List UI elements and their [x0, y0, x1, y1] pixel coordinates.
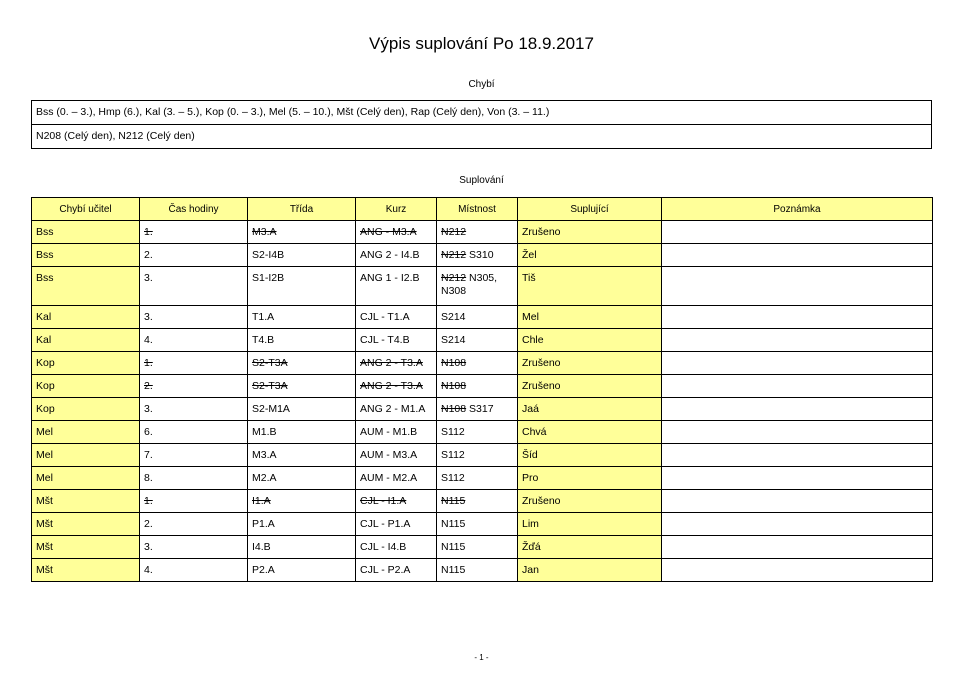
cell-course-text: AUM - M1.B: [360, 426, 418, 438]
cell-course-text: ANG - M3.A: [360, 226, 417, 238]
cell-substitute-text: Šíd: [522, 449, 538, 461]
cell-room: [437, 306, 518, 329]
cell-room-new: S214: [441, 334, 466, 346]
cell-course: [356, 375, 437, 398]
cell-hour: [140, 536, 248, 559]
cell-substitute: [518, 329, 662, 352]
cell-course-text: CJL - P1.A: [360, 518, 411, 530]
cell-room-new: S310: [469, 249, 494, 261]
cell-room-new: N305, N308: [441, 272, 498, 297]
cell-hour-text: 4.: [144, 564, 153, 576]
cell-substitute-text: Jaá: [522, 403, 539, 415]
cell-substitute-text: Mel: [522, 311, 539, 323]
cell-room-new: N115: [441, 541, 466, 553]
cell-teacher-text: Kop: [36, 403, 55, 415]
cell-room-old: N212: [441, 272, 467, 284]
cell-class-text: S2-M1A: [252, 403, 290, 415]
cell-teacher: [32, 267, 140, 306]
cell-class-text: P2.A: [252, 564, 275, 576]
cell-room-new: S112: [441, 472, 465, 484]
cell-course: [356, 490, 437, 513]
cell-room: [437, 329, 518, 352]
cell-hour: [140, 352, 248, 375]
cell-hour-text: 1.: [144, 495, 153, 507]
cell-hour-text: 6.: [144, 426, 153, 438]
cell-teacher: [32, 306, 140, 329]
cell-teacher-text: Mel: [36, 449, 53, 461]
cell-class-text: S2-T3A: [252, 380, 288, 392]
table-row: [32, 559, 933, 582]
cell-course: [356, 306, 437, 329]
cell-class: [248, 559, 356, 582]
cell-hour: [140, 490, 248, 513]
col-header-room: Místnost: [437, 198, 518, 221]
col-header-hour: Čas hodiny: [140, 198, 248, 221]
cell-course-text: ANG 2 - M1.A: [360, 403, 426, 415]
cell-hour: [140, 467, 248, 490]
cell-room: [437, 375, 518, 398]
cell-course: [356, 221, 437, 244]
cell-substitute: [518, 375, 662, 398]
cell-course: [356, 559, 437, 582]
cell-substitute: [518, 244, 662, 267]
cell-room-new: S317: [469, 403, 494, 415]
cell-class: [248, 352, 356, 375]
cell-teacher-text: Kop: [36, 380, 55, 392]
cell-class: [248, 421, 356, 444]
cell-room: [437, 352, 518, 375]
cell-class-text: M2.A: [252, 472, 277, 484]
table-row: [32, 306, 933, 329]
table-header-row: [32, 198, 933, 221]
cell-note: [662, 536, 933, 559]
cell-class: [248, 513, 356, 536]
cell-room: [437, 467, 518, 490]
table-row: [32, 536, 933, 559]
cell-course: [356, 267, 437, 306]
cell-room-old: N212: [441, 249, 467, 261]
cell-room-old: N108: [441, 403, 467, 415]
col-header-substitute: Suplující: [518, 198, 662, 221]
cell-room-old: N108: [441, 357, 467, 369]
cell-class: [248, 306, 356, 329]
cell-substitute: [518, 444, 662, 467]
cell-substitute: [518, 352, 662, 375]
cell-room-old: N115: [441, 495, 466, 507]
cell-course-text: ANG 2 - I4.B: [360, 249, 420, 261]
table-row: [32, 267, 933, 306]
cell-teacher-text: Mel: [36, 472, 53, 484]
cell-substitute-text: Žel: [522, 249, 537, 261]
cell-room: [437, 536, 518, 559]
cell-note: [662, 444, 933, 467]
cell-class: [248, 244, 356, 267]
cell-teacher: [32, 513, 140, 536]
cell-class-text: I4.B: [252, 541, 271, 553]
cell-teacher-text: Kop: [36, 357, 55, 369]
cell-course-text: AUM - M2.A: [360, 472, 418, 484]
cell-teacher: [32, 244, 140, 267]
cell-teacher: [32, 398, 140, 421]
cell-hour: [140, 306, 248, 329]
cell-note: [662, 352, 933, 375]
cell-course-text: CJL - T1.A: [360, 311, 410, 323]
cell-note: [662, 306, 933, 329]
cell-course-text: ANG 1 - I2.B: [360, 272, 420, 284]
cell-course: [356, 421, 437, 444]
cell-hour: [140, 421, 248, 444]
table-row: [32, 490, 933, 513]
cell-hour-text: 3.: [144, 272, 153, 284]
cell-hour: [140, 244, 248, 267]
cell-note: [662, 513, 933, 536]
cell-teacher: [32, 421, 140, 444]
cell-teacher: [32, 490, 140, 513]
cell-course-text: AUM - M3.A: [360, 449, 418, 461]
cell-class: [248, 490, 356, 513]
cell-teacher-text: Mšt: [36, 541, 53, 553]
cell-room-new: S112: [441, 426, 465, 438]
cell-substitute: [518, 490, 662, 513]
table-row: [32, 375, 933, 398]
cell-substitute: [518, 513, 662, 536]
cell-teacher-text: Mšt: [36, 564, 53, 576]
col-header-teacher: Chybí učitel: [32, 198, 140, 221]
cell-substitute-text: Zrušeno: [522, 495, 561, 507]
cell-teacher-text: Kal: [36, 334, 52, 346]
cell-room: [437, 398, 518, 421]
cell-teacher: [32, 329, 140, 352]
cell-substitute-text: Jan: [522, 564, 539, 576]
cell-teacher-text: Bss: [36, 226, 54, 238]
substitutions-heading: Suplování: [459, 175, 504, 186]
cell-hour-text: 3.: [144, 541, 153, 553]
cell-course-text: CJL - I4.B: [360, 541, 407, 553]
cell-class-text: M1.B: [252, 426, 277, 438]
cell-substitute-text: Žďá: [522, 541, 541, 553]
cell-hour-text: 1.: [144, 226, 153, 238]
cell-hour-text: 2.: [144, 518, 153, 530]
cell-substitute-text: Tiš: [522, 272, 536, 284]
cell-hour: [140, 329, 248, 352]
cell-course-text: CJL - P2.A: [360, 564, 411, 576]
cell-course: [356, 536, 437, 559]
cell-room-old: N212: [441, 226, 467, 238]
cell-teacher-text: Bss: [36, 272, 54, 284]
cell-course-text: ANG 2 - T3.A: [360, 357, 423, 369]
absent-heading: Chybí: [468, 79, 495, 90]
cell-room-new: N115: [441, 518, 466, 530]
page-title: Výpis suplování Po 18.9.2017: [369, 34, 594, 53]
cell-teacher-text: Mel: [36, 426, 53, 438]
cell-room-new: S112: [441, 449, 465, 461]
cell-room-new: N115: [441, 564, 466, 576]
table-body: [32, 221, 933, 582]
cell-class-text: T4.B: [252, 334, 275, 346]
cell-hour-text: 1.: [144, 357, 153, 369]
cell-room: [437, 490, 518, 513]
table-row: [32, 398, 933, 421]
cell-class-text: M3.A: [252, 449, 277, 461]
cell-teacher-text: Kal: [36, 311, 52, 323]
cell-course-text: CJL - T4.B: [360, 334, 410, 346]
cell-class: [248, 444, 356, 467]
cell-teacher: [32, 559, 140, 582]
cell-teacher: [32, 221, 140, 244]
absent-box: [31, 100, 932, 149]
table-row: [32, 421, 933, 444]
page-number: - 1 -: [474, 653, 489, 662]
cell-substitute: [518, 421, 662, 444]
cell-teacher-text: Bss: [36, 249, 54, 261]
cell-hour: [140, 513, 248, 536]
cell-hour: [140, 444, 248, 467]
table-row: [32, 513, 933, 536]
cell-teacher: [32, 375, 140, 398]
cell-hour: [140, 375, 248, 398]
substitutions-table: [31, 197, 933, 582]
cell-hour-text: 8.: [144, 472, 153, 484]
cell-hour-text: 4.: [144, 334, 153, 346]
absent-rooms: N208 (Celý den), N212 (Celý den): [32, 124, 931, 148]
col-header-class: Třída: [248, 198, 356, 221]
cell-substitute-text: Pro: [522, 472, 539, 484]
cell-substitute: [518, 267, 662, 306]
cell-course: [356, 244, 437, 267]
table-row: [32, 244, 933, 267]
cell-room: [437, 221, 518, 244]
cell-class: [248, 375, 356, 398]
cell-note: [662, 421, 933, 444]
cell-hour-text: 2.: [144, 249, 153, 261]
cell-note: [662, 267, 933, 306]
absent-teachers: Bss (0. – 3.), Hmp (6.), Kal (3. – 5.), Kop (0. – 3.), Mel (5. – 10.), Mšt (Celý den), Rap (Celý den), Von (3. – 11.): [36, 106, 550, 118]
cell-room: [437, 513, 518, 536]
cell-room: [437, 267, 518, 306]
cell-course-text: ANG 2 - T3.A: [360, 380, 423, 392]
cell-substitute: [518, 398, 662, 421]
cell-room: [437, 244, 518, 267]
cell-teacher-text: Mšt: [36, 518, 53, 530]
cell-substitute: [518, 306, 662, 329]
cell-teacher: [32, 352, 140, 375]
cell-hour-text: 2.: [144, 380, 153, 392]
cell-hour: [140, 559, 248, 582]
cell-note: [662, 467, 933, 490]
table-row: [32, 467, 933, 490]
cell-teacher-text: Mšt: [36, 495, 53, 507]
cell-room: [437, 444, 518, 467]
cell-teacher: [32, 467, 140, 490]
table-row: [32, 444, 933, 467]
cell-course: [356, 467, 437, 490]
cell-hour: [140, 398, 248, 421]
col-header-course: Kurz: [356, 198, 437, 221]
table-row: [32, 352, 933, 375]
cell-class-text: P1.A: [252, 518, 275, 530]
cell-note: [662, 398, 933, 421]
cell-note: [662, 244, 933, 267]
cell-course: [356, 513, 437, 536]
table-row: [32, 221, 933, 244]
cell-note: [662, 490, 933, 513]
cell-substitute-text: Zrušeno: [522, 226, 561, 238]
cell-class-text: M3.A: [252, 226, 277, 238]
cell-course: [356, 398, 437, 421]
cell-class-text: I1.A: [252, 495, 271, 507]
cell-course: [356, 329, 437, 352]
cell-class: [248, 329, 356, 352]
cell-class: [248, 267, 356, 306]
cell-room-old: N108: [441, 380, 467, 392]
table-row: [32, 329, 933, 352]
cell-note: [662, 329, 933, 352]
cell-note: [662, 559, 933, 582]
cell-class-text: S2-T3A: [252, 357, 288, 369]
col-header-note: Poznámka: [662, 198, 933, 221]
cell-substitute: [518, 467, 662, 490]
cell-class-text: S2-I4B: [252, 249, 285, 261]
cell-substitute: [518, 221, 662, 244]
cell-course: [356, 352, 437, 375]
cell-substitute-text: Chle: [522, 334, 544, 346]
cell-class: [248, 467, 356, 490]
cell-class: [248, 221, 356, 244]
cell-teacher: [32, 444, 140, 467]
cell-room: [437, 559, 518, 582]
cell-class-text: T1.A: [252, 311, 275, 323]
cell-teacher: [32, 536, 140, 559]
cell-substitute-text: Zrušeno: [522, 357, 561, 369]
cell-hour-text: 3.: [144, 403, 153, 415]
cell-substitute: [518, 536, 662, 559]
cell-course-text: CJL - I1.A: [360, 495, 407, 507]
cell-room-new: S214: [441, 311, 466, 323]
cell-room: [437, 421, 518, 444]
cell-class-text: S1-I2B: [252, 272, 285, 284]
cell-course: [356, 444, 437, 467]
cell-hour-text: 7.: [144, 449, 153, 461]
cell-hour-text: 3.: [144, 311, 153, 323]
cell-class: [248, 398, 356, 421]
cell-hour: [140, 267, 248, 306]
cell-hour: [140, 221, 248, 244]
cell-substitute-text: Zrušeno: [522, 380, 561, 392]
cell-substitute-text: Chvá: [522, 426, 547, 438]
cell-note: [662, 375, 933, 398]
cell-substitute: [518, 559, 662, 582]
cell-substitute-text: Lim: [522, 518, 539, 530]
cell-note: [662, 221, 933, 244]
cell-class: [248, 536, 356, 559]
